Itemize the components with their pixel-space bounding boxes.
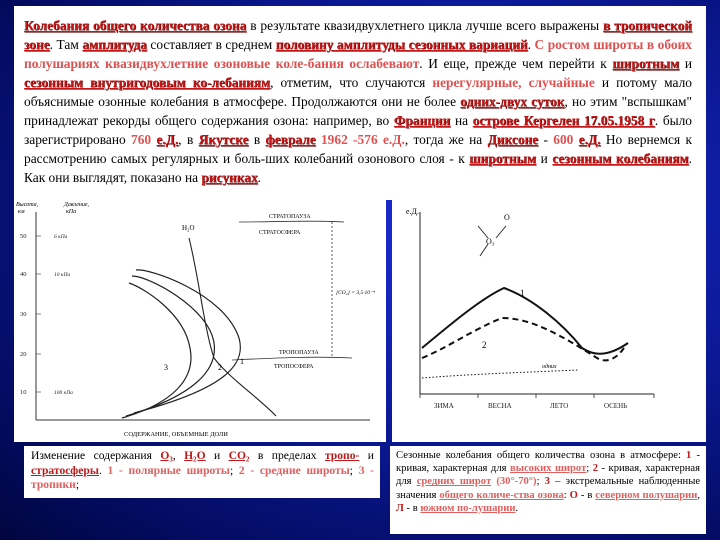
h2o-label: H₂O	[182, 224, 195, 232]
pressure-title: Давление,	[64, 202, 89, 208]
curve-label-3: 3	[164, 363, 168, 372]
season-spring: ВЕСНА	[488, 402, 512, 410]
pressure-tick: 10 кПа	[54, 272, 71, 278]
link-du-unit-2[interactable]: е.Д.	[578, 132, 601, 147]
caption-text: – экстремальные наблюденные значения	[396, 476, 701, 501]
season-winter: ЗИМА	[434, 402, 454, 410]
vertical-profile-figure	[14, 198, 386, 442]
curve-2-label: 2	[482, 340, 487, 350]
link-kerguelen[interactable]: острове Кергелен 17.05.1958 г	[472, 113, 655, 128]
link-one-two-days[interactable]: одних-двух суток	[460, 94, 565, 109]
text-run: в результате квазидвухлетнего цикла лучше всего выражены	[246, 18, 604, 33]
text-run: , но этим "вспышкам" принадлежат рекорды общего содержания озона: например, во	[24, 94, 692, 128]
link-southern-hemisphere[interactable]: южном по-лушарии	[420, 502, 516, 514]
link-seasonal[interactable]: сезонным колебаниям	[552, 151, 689, 166]
link-france[interactable]: Франции	[393, 113, 451, 128]
stratosphere-label: СТРАТОСФЕРА	[259, 230, 301, 236]
caption-num: 3	[544, 476, 550, 488]
link-o3[interactable]: O₃	[160, 449, 173, 462]
curve-label-1: 1	[240, 357, 244, 366]
height-tick: 40	[20, 271, 27, 278]
value-576: -576 е.Д.	[353, 132, 405, 147]
o-atom-label: O	[504, 213, 510, 222]
x-axis-title: СОДЕРЖАНИЕ, ОБЪЕМНЫЕ ДОЛИ	[124, 431, 229, 438]
link-total-ozone[interactable]: общего количе-ства озона	[439, 489, 564, 501]
text-run: .	[257, 170, 262, 185]
y-axis-title: е.Д.	[406, 207, 420, 216]
caption-text: ;	[229, 463, 239, 477]
caption-text: Сезонные колебания общего количества озона в атмосфере:	[396, 450, 687, 461]
co2-formula: [CO₂] = 3,5·10⁻⁴	[336, 290, 375, 296]
caption-text: и	[205, 449, 229, 462]
caption-text: .	[515, 502, 519, 514]
text-run: . Там	[49, 37, 83, 52]
text-run: -	[538, 132, 554, 147]
caption-text: - в	[577, 489, 596, 501]
caption-letter: Л	[396, 502, 404, 514]
highlight-irregular: нерегулярные, случайные	[432, 75, 595, 90]
legend-tropics: 3 - тропики	[31, 463, 375, 492]
highlight-latitude-weakening: С ростом широты в обоих полушариях квазидвухлетние озоновые коле-бания ослабевают	[24, 37, 692, 71]
o3-label: O₃	[486, 237, 495, 246]
caption-text: в пределах	[249, 449, 325, 462]
left-figure-caption	[24, 446, 380, 498]
text-run: , тогда же на	[404, 132, 488, 147]
link-yakutsk[interactable]: Якутске	[198, 132, 249, 147]
link-high-latitudes[interactable]: высоких широт	[509, 463, 587, 475]
caption-text: .	[98, 463, 108, 477]
value-760: 760	[131, 132, 152, 147]
link-tropical-zone[interactable]: в тропической зоне	[24, 18, 692, 52]
text-run: и потому мало объяснимые озонные колебания в атмосфере. Продолжаются они не более	[24, 75, 692, 109]
legend-mid: 2 - средние широты	[238, 463, 350, 477]
caption-text: ;	[586, 463, 593, 475]
link-figures[interactable]: рисунках	[201, 170, 258, 185]
height-tick: 10	[20, 389, 27, 396]
curve-1-label: 1	[520, 288, 525, 298]
link-half-amplitude[interactable]: половину амплитуды сезонных вариаций	[275, 37, 528, 52]
caption-text: ;	[536, 476, 545, 488]
link-latitudinal-2[interactable]: широтным	[469, 151, 537, 166]
height-tick: 30	[20, 311, 27, 318]
troposphere-label: ТРОПОСФЕРА	[274, 364, 314, 370]
caption-text: - кривая, характерная для	[396, 450, 700, 475]
curve-label-2: 2	[218, 363, 222, 372]
caption-text: ,	[697, 489, 700, 501]
link-co2[interactable]: CO₂	[228, 449, 250, 462]
caption-text: :	[563, 489, 570, 501]
text-run: . Как они выглядят, показано на	[24, 151, 692, 185]
latitude-range: (30°-70°)	[496, 476, 537, 488]
season-summer: ЛЕТО	[550, 402, 569, 410]
link-mid-latitudes[interactable]: средних широт	[416, 476, 492, 488]
caption-text: ;	[75, 478, 80, 492]
seasonal-figure	[392, 198, 706, 442]
right-figure-caption	[390, 446, 706, 534]
caption-text: и	[359, 449, 374, 462]
legend-polar: 1 - полярные широты	[107, 463, 230, 477]
text-run: , в	[178, 132, 199, 147]
link-northern-hemisphere[interactable]: северном полушарии	[595, 489, 698, 501]
pressure-unit: кПа	[66, 209, 77, 215]
tropopause-label: ТРОПОПАУЗА	[279, 350, 319, 356]
link-amplitude[interactable]: амплитуда	[82, 37, 147, 52]
caption-text: - в	[403, 502, 421, 514]
top-text-panel	[14, 6, 706, 200]
link-february[interactable]: феврале	[265, 132, 316, 147]
seasonal-plot	[392, 198, 706, 442]
text-run: . И еще, прежде чем перейти к	[419, 56, 613, 71]
height-tick: 20	[20, 351, 27, 358]
pressure-tick: 6 кПа	[54, 234, 68, 240]
caption-text: - кривая, характерная для	[396, 463, 700, 488]
curve-3-label: одних	[542, 364, 557, 370]
text-run: .	[527, 37, 535, 52]
value-600: 600	[553, 132, 574, 147]
link-du-unit[interactable]: е.Д.	[156, 132, 179, 147]
pressure-tick: 100 кПа	[54, 390, 73, 396]
text-run: на	[450, 113, 473, 128]
text-run: , отметим, что случаются	[270, 75, 433, 90]
profile-plot	[14, 198, 386, 442]
text-run: Но вернемся к рассмотрению самых регулярных и боль-ших колебаний озонового слоя - к	[24, 132, 692, 166]
y-axis-title: Высота,	[16, 202, 39, 208]
caption-num: 1	[686, 450, 692, 461]
link-seasonal-oscillations[interactable]: сезонным внутригодовым ко-лебаниям	[24, 75, 271, 90]
caption-num: 2	[592, 463, 599, 475]
height-tick: 50	[20, 233, 27, 240]
topic-heading: Колебания общего количества озона	[24, 18, 247, 33]
stratopause-label: СТРАТОПАУЗА	[269, 214, 311, 220]
text-run: и	[536, 151, 553, 166]
text-run: и	[679, 56, 693, 71]
text-run: составляет в среднем	[146, 37, 276, 52]
link-tropo[interactable]: тропо-	[324, 449, 360, 462]
y-axis-unit: км	[18, 209, 25, 215]
link-latitudinal[interactable]: широтным	[612, 56, 680, 71]
text-run: в	[248, 132, 266, 147]
value-1962: 1962	[320, 132, 348, 147]
text-run: . было зарегистрировано	[24, 113, 693, 147]
season-autumn: ОСЕНЬ	[604, 402, 628, 410]
link-h2o[interactable]: H₂O	[184, 449, 206, 462]
caption-text: Изменение содержания	[31, 449, 161, 462]
link-strato[interactable]: стратосферы	[31, 463, 99, 477]
caption-letter: О	[569, 489, 578, 501]
link-dikson[interactable]: Диксоне	[487, 132, 539, 147]
caption-text: ,	[172, 449, 185, 462]
caption-text: ;	[349, 463, 359, 477]
